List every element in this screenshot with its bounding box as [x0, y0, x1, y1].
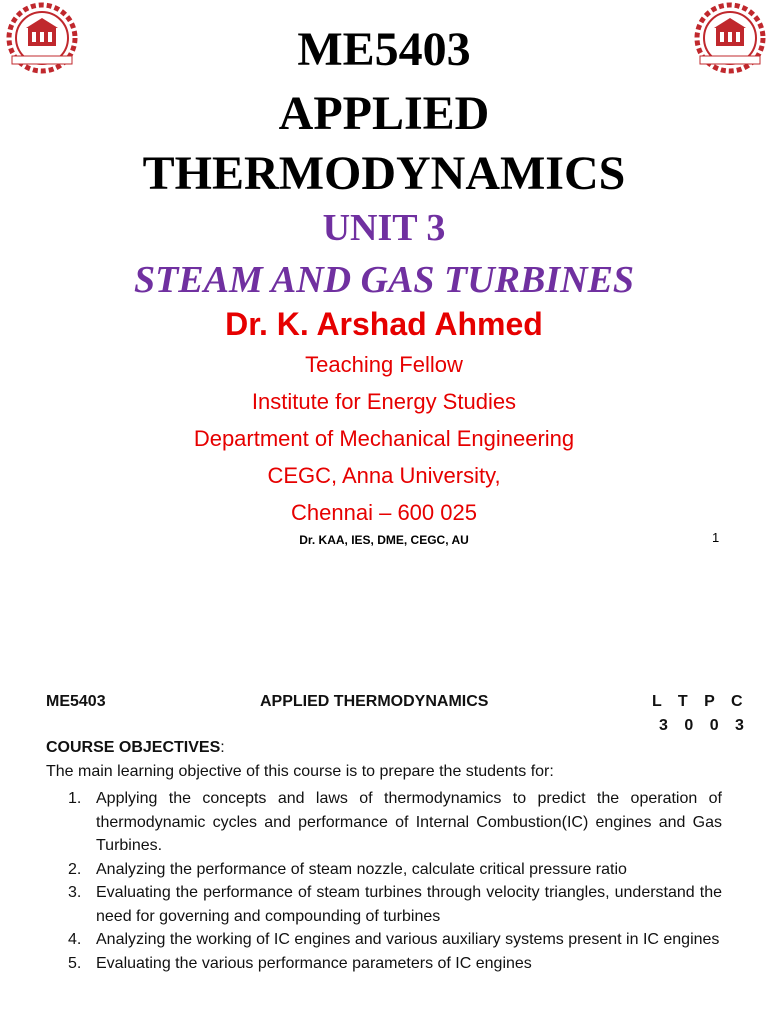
objectives-intro: The main learning objective of this course is to prepare the students for: — [46, 763, 554, 780]
objective-text: Analyzing the performance of steam nozzle, calculate critical pressure ratio — [96, 860, 627, 878]
objective-text: Evaluating the various performance parameters of IC engines — [96, 954, 532, 972]
course-title-line-2: THERMODYNAMICS — [142, 147, 626, 200]
objectives-heading-colon: : — [220, 739, 225, 756]
course-code-title: ME5403 — [297, 23, 471, 76]
objectives-heading — [46, 739, 225, 757]
objective-text: Applying the concepts and laws of thermodynamics to predict the operation of thermodynamic cycles and performance of Internal Combustion(IC) engines and Gas Turbines. — [96, 790, 722, 854]
objectives-heading-text: COURSE OBJECTIVES — [46, 739, 221, 756]
author-department: Department of Mechanical Engineering — [193, 426, 575, 451]
slide-footer: Dr. KAA, IES, DME, CEGC, AU — [299, 533, 469, 547]
objective-number: 3. — [68, 884, 82, 901]
objective-number: 4. — [68, 931, 82, 948]
objective-number: 1. — [68, 790, 82, 807]
unit-heading: UNIT 3 — [322, 207, 446, 249]
objective-item — [46, 858, 722, 882]
objective-item — [46, 881, 722, 928]
syllabus-course-title: APPLIED THERMODYNAMICS — [260, 693, 489, 710]
objective-text: Evaluating the performance of steam turbines through velocity triangles, understand the need for governing and compounding of turbines — [96, 884, 722, 925]
author-city: Chennai – 600 025 — [291, 500, 477, 525]
objective-item — [46, 928, 722, 952]
objectives-list — [46, 787, 722, 975]
objective-item — [46, 952, 722, 976]
objective-item — [46, 787, 722, 858]
unit-subject: STEAM AND GAS TURBINES — [133, 259, 635, 301]
objective-number: 5. — [68, 954, 82, 972]
author-name: Dr. K. Arshad Ahmed — [225, 306, 543, 342]
syllabus-page — [0, 560, 768, 1024]
ltpc-header: L T P C — [652, 693, 749, 710]
author-institute: Institute for Energy Studies — [251, 389, 517, 414]
author-designation: Teaching Fellow — [305, 352, 463, 377]
ltpc-values: 3 0 0 3 — [659, 717, 750, 734]
author-college: CEGC, Anna University, — [267, 463, 501, 488]
objective-text: Analyzing the working of IC engines and various auxiliary systems present in IC engines — [96, 931, 720, 948]
course-title-line-1: APPLIED — [278, 87, 490, 140]
objective-number: 2. — [68, 860, 82, 878]
page-number: 1 — [712, 530, 720, 545]
syllabus-course-code: ME5403 — [46, 693, 106, 710]
